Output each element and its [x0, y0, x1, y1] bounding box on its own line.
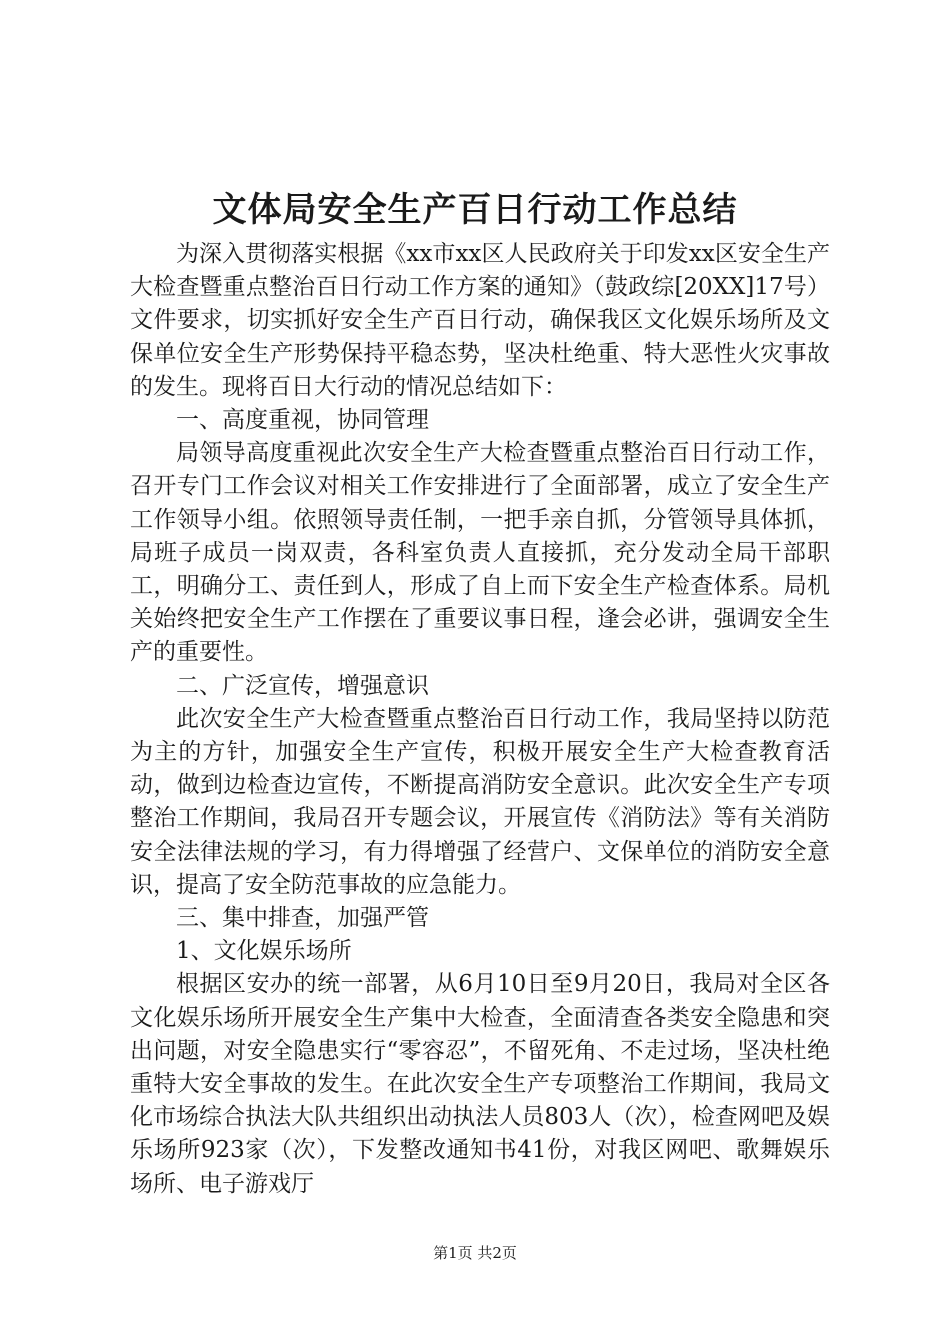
subsection-heading-3-1: 1、文化娱乐场所: [176, 938, 352, 965]
subsection-3-1-paragraph: 根据区安办的统一部署，从6月10日至9月20日，我局对全区各文化娱乐场所开展安全生产集中大检查，全面清查各类安全隐患和突出问题，对安全隐患实行“零容忍”，不留死角、不走过场，坚决杜绝重特大安全事故的发生。在此次安全生产专项整治工作期间，我局文化市场综合执法大队共组织出动执法人员803人（次），检查网吧及娱乐场所923家（次），下发整改通知书41份，对我区网吧、歌舞娱乐场所、电子游戏厅: [130, 971, 830, 1197]
intro-paragraph: 为深入贯彻落实根据《xx市xx区人民政府关于印发xx区安全生产大检查暨重点整治百日行动工作方案的通知》（鼓政综[20XX]17号）文件要求，切实抓好安全生产百日行动，确保我区文化娱乐场所及文保单位安全生产形势保持平稳态势，坚决杜绝重、特大恶性火灾事故的发生。现将百日大行动的情况总结如下：: [130, 241, 830, 400]
section-heading-1: 一、高度重视，协同管理: [176, 407, 429, 434]
page-footer: 第1页 共2页: [433, 1244, 517, 1262]
document-title: 文体局安全生产百日行动工作总结: [212, 190, 738, 230]
document-body: [130, 238, 830, 1201]
section-heading-3: 三、集中排查，加强严管: [176, 905, 429, 932]
section-2-paragraph: 此次安全生产大检查暨重点整治百日行动工作，我局坚持以防范为主的方针，加强安全生产宣传，积极开展安全生产大检查教育活动，做到边检查边宣传，不断提高消防安全意识。此次安全生产专项整治工作期间，我局召开专题会议，开展宣传《消防法》等有关消防安全法律法规的学习，有力得增强了经营户、文保单位的消防安全意识，提高了安全防范事故的应急能力。: [130, 705, 830, 898]
section-1-paragraph: 局领导高度重视此次安全生产大检查暨重点整治百日行动工作，召开专门工作会议对相关工作安排进行了全面部署，成立了安全生产工作领导小组。依照领导责任制，一把手亲自抓，分管领导具体抓，局班子成员一岗双责，各科室负责人直接抓，充分发动全局干部职工，明确分工、责任到人，形成了自上而下安全生产检查体系。局机关始终把安全生产工作摆在了重要议事日程，逢会必讲，强调安全生产的重要性。: [130, 440, 830, 666]
section-heading-2: 二、广泛宣传，增强意识: [176, 672, 429, 699]
